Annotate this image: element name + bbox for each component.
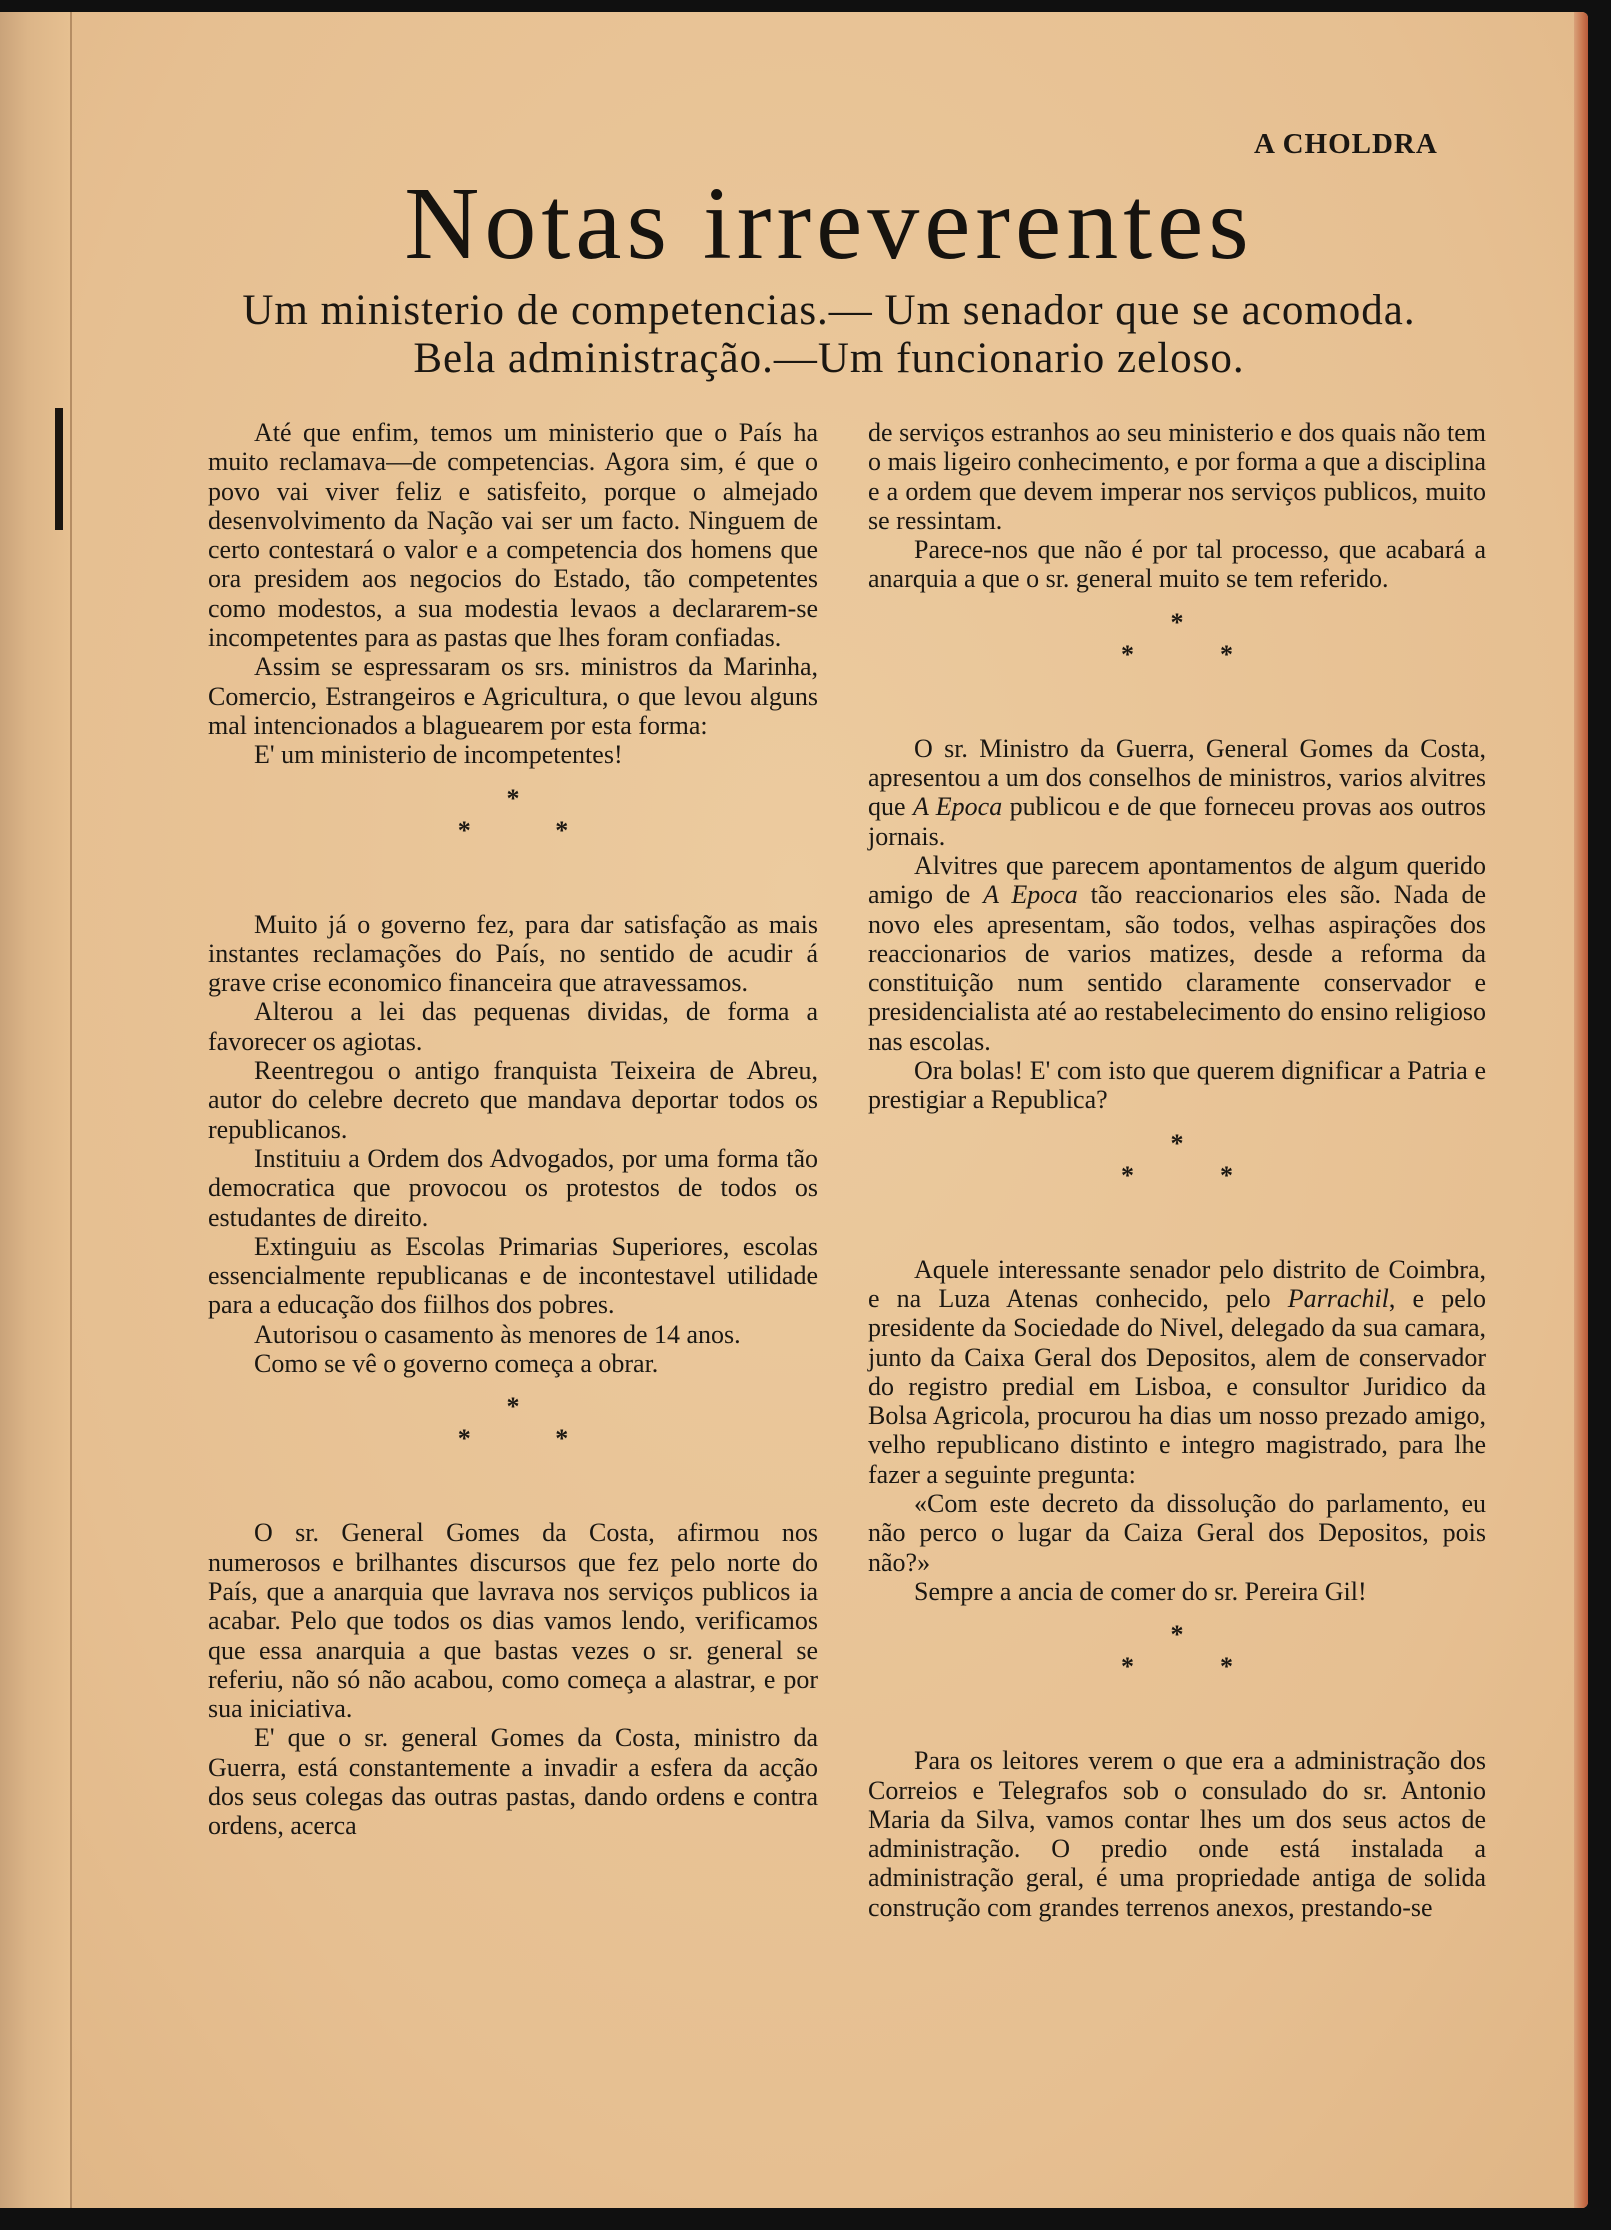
right-column [868, 418, 1486, 1922]
text-run: publicou e de que forneceu provas aos outros jornais. [868, 792, 1486, 851]
asterisk: * [1219, 1160, 1233, 1190]
paragraph: de serviços estranhos ao seu ministerio e dos quais não tem o mais ligeiro conhecimento, e por forma a que a disciplina e a ordem que devem imperar nos serviços publicos, muito se ressintam. [868, 418, 1486, 535]
asterisk: * [1219, 1652, 1233, 1682]
paragraph [868, 851, 1486, 1056]
asterisk: * [1121, 1160, 1135, 1190]
paragraph: Alterou a lei das pequenas dividas, de forma a favorecer os agiotas. [208, 997, 818, 1056]
paragraph: Autorisou o casamento às menores de 14 anos. [254, 1319, 741, 1349]
subtitle-line: Bela administração.—Um funcionario zeloso. [413, 335, 1245, 382]
paragraph: Para os leitores verem o que era a administração dos Correios e Telegrafos sob o consulado do sr. Antonio Maria da Silva, vamos contar lhes um dos seus actos de administração. O predio onde está instalada a administração geral, é uma propriedade antiga de solida construção com grandes terrenos anexos, prestando-se [868, 1746, 1486, 1922]
newspaper-page [0, 12, 1588, 2208]
binding-mark [55, 408, 63, 530]
section-separator [868, 1616, 1486, 1700]
asterisk: * [1170, 1128, 1184, 1158]
subtitle-line: Um ministerio de competencias.— Um senador que se acomoda. [242, 287, 1416, 334]
page-spine [0, 12, 72, 2208]
text-run: Alvitres que parecem apontamentos de algum querido amigo de [868, 850, 1486, 910]
asterisk: * [506, 1392, 520, 1422]
article-title: Notas irreverentes [404, 166, 1254, 281]
paragraph: Como se vê o governo começa a obrar. [254, 1349, 659, 1379]
text-run: O sr. Ministro da Guerra, General Gomes da Costa, apresentou a um dos conselhos de ministros, varios alvitres que [868, 733, 1486, 822]
paragraph [868, 1255, 1486, 1489]
paragraph: «Com este decreto da dissolução do parlamento, eu não perco o lugar da Caiza Geral dos Depositos, pois não?» [868, 1489, 1486, 1577]
paragraph: Extinguiu as Escolas Primarias Superiores, escolas essencialmente republicanas e de incontestavel utilidade para a educação dos fiilhos dos pobres. [208, 1231, 818, 1320]
left-column [208, 418, 818, 1841]
asterisk: * [1121, 1652, 1135, 1682]
section-separator [208, 1388, 818, 1472]
newspaper-name: A Epoca [912, 792, 1003, 822]
asterisk: * [555, 1424, 569, 1454]
paragraph: E' que o sr. general Gomes da Costa, ministro da Guerra, está constantemente a invadir a esfera da acção dos seus colegas das outras pastas, dando ordens e contra ordens, acerca [208, 1723, 818, 1841]
newspaper-name: A Epoca [983, 880, 1078, 910]
asterisk: * [1170, 1620, 1184, 1650]
paragraph [868, 734, 1486, 851]
asterisk: * [457, 815, 471, 845]
asterisk: * [506, 783, 520, 813]
asterisk: * [1219, 639, 1233, 669]
running-head: A CHOLDRA [1254, 128, 1438, 160]
paragraph: Sempre a ancia de comer do sr. Pereira Gil! [914, 1576, 1367, 1606]
section-separator [868, 604, 1486, 688]
paragraph: Até que enfim, temos um ministerio que o País ha muito reclamava—de competencias. Agora sim, é que o povo vai viver feliz e satisfeito, porque o almejado desenvolvimento da Nação vai ser um facto. Ninguem de certo contestará o valor e a competencia dos homens que ora presidem aos negocios do Estado, tão competentes como modestos, a sua modestia levaos a declararem-se incompetentes para as pastas que lhes foram confiadas. [208, 418, 818, 653]
paragraph: Ora bolas! E' com isto que querem dignificar a Patria e prestigiar a Republica? [868, 1056, 1486, 1115]
asterisk: * [457, 1424, 471, 1454]
asterisk: * [1170, 607, 1184, 637]
asterisk: * [555, 815, 569, 845]
paragraph: Reentregou o antigo franquista Teixeira de Abreu, autor do celebre decreto que mandava deportar todos os republicanos. [208, 1056, 818, 1144]
paragraph: Instituiu a Ordem dos Advogados, por uma forma tão democratica que provocou os protestos de todos os estudantes de direito. [208, 1143, 818, 1232]
paragraph: Assim se espressaram os srs. ministros da Marinha, Comercio, Estrangeiros e Agricultura, o que levou alguns mal intencionados a blaguearem por esta forma: [208, 652, 818, 740]
text-run: Aquele interessante senador pelo distrito de Coimbra, e na Luza Atenas conhecido, pelo [868, 1254, 1486, 1313]
asterisk: * [1121, 639, 1135, 669]
article-subtitle [70, 287, 1588, 383]
paragraph: Muito já o governo fez, para dar satisfação as mais instantes reclamações do País, no sentido de acudir á grave crise economico financeira que atravessamos. [208, 909, 818, 998]
text-run: tão reaccionarios eles são. Nada de novo eles apresentam, são todos, velhas aspirações dos reaccionarios de varios matizes, desde a reforma da constituição num sentido claramente conservador e presidencialista até ao restabelecimento do ensino religioso nas escolas. [868, 880, 1486, 1056]
paragraph: Parece-nos que não é por tal processo, que acabará a anarquia a que o sr. general muito se tem referido. [868, 535, 1486, 594]
section-separator [868, 1125, 1486, 1209]
section-separator [208, 780, 818, 864]
text-run: , e pelo presidente da Sociedade do Nivel, delegado da sua camara, junto da Caixa Geral dos Depositos, alem de conservador do registro predial em Lisboa, e consultor Juridico da Bolsa Agricola, procurou ha dias um nosso prezado amigo, velho republicano distinto e integro magistrado, para lhe fazer a seguinte pregunta: [868, 1283, 1486, 1489]
paragraph: O sr. General Gomes da Costa, afirmou nos numerosos e brilhantes discursos que fez pelo norte do País, que a anarquia que lavrava nos serviços publicos ia acabar. Pelo que todos os dias vamos lendo, verificamos que essa anarquia a que bastas vezes o sr. general se referiu, não só não acabou, como começa a alastrar, e por sua iniciativa. [208, 1518, 818, 1724]
paragraph: E' um ministerio de incompetentes! [254, 740, 623, 770]
nickname: Parrachil [1287, 1283, 1389, 1313]
